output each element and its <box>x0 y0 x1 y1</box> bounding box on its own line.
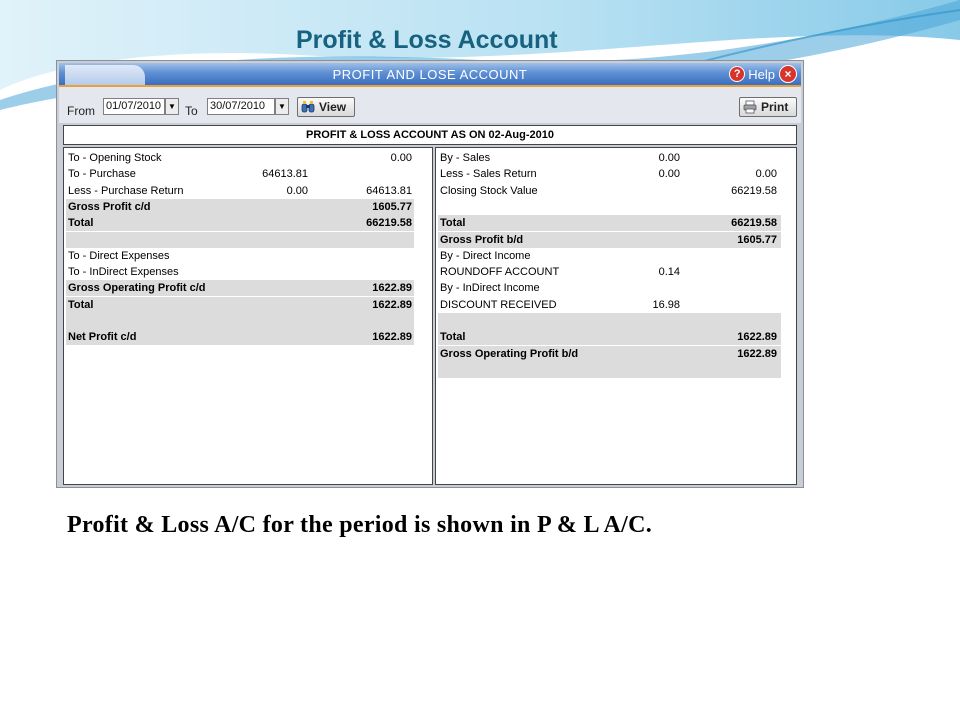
table-row <box>66 215 414 231</box>
window-title-bar <box>59 63 801 85</box>
table-row <box>66 329 414 345</box>
table-row <box>66 166 414 182</box>
table-row <box>438 248 781 264</box>
row-amount: 1622.89 <box>372 331 412 344</box>
binoculars-icon <box>301 100 315 114</box>
table-row <box>438 313 781 329</box>
row-sub-amount: 0.00 <box>286 184 308 197</box>
table-row <box>438 199 781 215</box>
report-header: PROFIT & LOSS ACCOUNT AS ON 02-Aug-2010 <box>63 125 797 145</box>
help-link[interactable]: Help <box>748 66 775 82</box>
row-label: Gross Profit b/d <box>440 233 524 246</box>
table-row <box>66 183 414 199</box>
row-amount: 66219.58 <box>731 184 777 197</box>
row-label: Gross Profit c/d <box>68 200 151 213</box>
to-date-dropdown-icon[interactable]: ▼ <box>275 98 289 115</box>
help-area <box>729 64 797 84</box>
table-row <box>438 215 781 231</box>
slide-title: Profit & Loss Account <box>296 26 558 54</box>
row-amount: 1622.89 <box>737 347 777 360</box>
row-amount: 1605.77 <box>737 233 777 246</box>
table-row <box>66 199 414 215</box>
from-label: From <box>67 104 95 118</box>
table-row <box>438 362 781 378</box>
table-row <box>438 329 781 345</box>
row-amount: 64613.81 <box>366 184 412 197</box>
table-row <box>438 232 781 248</box>
row-amount: 0.00 <box>755 168 777 181</box>
table-row <box>438 346 781 362</box>
view-button-label: View <box>319 100 347 114</box>
profit-loss-window <box>56 60 804 488</box>
row-amount: 1622.89 <box>372 298 412 311</box>
row-label: To - InDirect Expenses <box>68 266 179 279</box>
row-label: DISCOUNT RECEIVED <box>440 298 557 311</box>
print-button[interactable] <box>739 97 797 117</box>
table-row <box>66 297 414 313</box>
printer-icon <box>743 100 757 114</box>
row-label: Total <box>68 217 94 230</box>
table-row <box>438 183 781 199</box>
table-row <box>438 150 781 166</box>
row-label: To - Purchase <box>68 168 136 181</box>
table-row <box>66 232 414 248</box>
row-sub-amount: 0.00 <box>658 152 680 164</box>
row-label: To - Direct Expenses <box>68 249 170 262</box>
row-label: Total <box>68 298 94 311</box>
row-amount: 1622.89 <box>372 282 412 295</box>
credit-side-panel <box>435 147 797 485</box>
to-label: To <box>185 104 198 118</box>
row-label: By - Direct Income <box>440 249 531 262</box>
row-amount: 66219.58 <box>731 217 777 230</box>
help-icon[interactable]: ? <box>729 66 745 82</box>
row-label: Less - Purchase Return <box>68 184 184 197</box>
row-label: Gross Operating Profit b/d <box>440 347 579 360</box>
window-title: PROFIT AND LOSE ACCOUNT <box>332 67 528 82</box>
table-row <box>438 166 781 182</box>
row-label: By - InDirect Income <box>440 282 540 295</box>
table-row <box>66 150 414 166</box>
row-sub-amount: 64613.81 <box>262 168 308 181</box>
row-sub-amount: 0.00 <box>658 168 680 181</box>
print-button-label: Print <box>761 100 789 114</box>
table-row <box>66 280 414 296</box>
row-amount: 1622.89 <box>737 331 777 344</box>
date-toolbar <box>59 87 801 123</box>
close-icon[interactable]: × <box>779 65 797 83</box>
row-label: Closing Stock Value <box>440 184 538 197</box>
row-label: Net Profit c/d <box>68 331 137 344</box>
from-date-field[interactable]: 01/07/2010 <box>103 98 165 115</box>
row-label: Total <box>440 331 466 344</box>
row-amount: 1605.77 <box>372 200 412 213</box>
row-sub-amount: 16.98 <box>652 298 680 311</box>
row-label: Less - Sales Return <box>440 168 537 181</box>
row-label: ROUNDOFF ACCOUNT <box>440 266 560 279</box>
table-row <box>438 297 781 313</box>
table-row <box>438 264 781 280</box>
row-amount: 66219.58 <box>366 217 412 230</box>
table-row <box>438 280 781 296</box>
slide-caption: Profit & Loss A/C for the period is shown in P & L A/C. <box>67 512 652 538</box>
row-label: Total <box>440 217 466 230</box>
table-row <box>66 248 414 264</box>
to-date-field[interactable]: 30/07/2010 <box>207 98 275 115</box>
debit-side-panel <box>63 147 433 485</box>
row-label: By - Sales <box>440 152 491 164</box>
row-label: To - Opening Stock <box>68 152 162 164</box>
view-button[interactable] <box>297 97 355 117</box>
table-row <box>66 264 414 280</box>
from-date-dropdown-icon[interactable]: ▼ <box>165 98 179 115</box>
row-amount: 0.00 <box>390 152 412 164</box>
row-sub-amount: 0.14 <box>658 266 680 279</box>
row-label: Gross Operating Profit c/d <box>68 282 206 295</box>
table-row <box>66 313 414 329</box>
